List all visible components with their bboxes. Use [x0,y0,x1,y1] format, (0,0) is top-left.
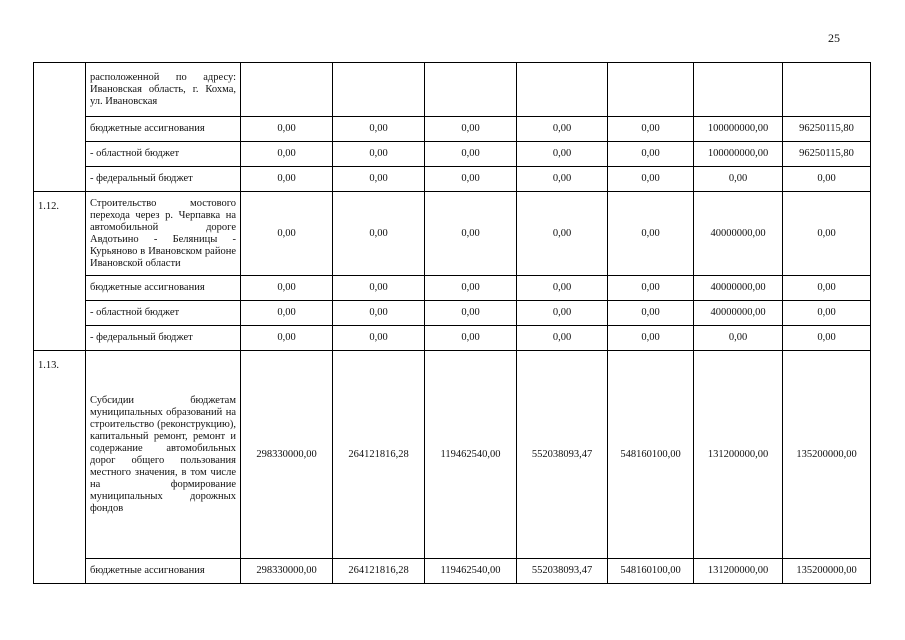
value-cell-col-3: 0,00 [425,117,517,142]
value-cell-col-1: 0,00 [241,301,333,326]
value-cell-col-5: 0,00 [608,117,694,142]
value-cell-col-4: 552038093,47 [517,351,608,559]
row-description-cell: бюджетные ассигнования [86,276,241,301]
value-cell-col-5: 548160100,00 [608,351,694,559]
value-cell-col-5: 548160100,00 [608,559,694,584]
row-description-cell: Субсидии бюджетам муниципальных образований на строительство (реконструкцию), капитальный ремонт, ремонт и содержание автомобильных дорог общего пользования местного значения, в том числе на формирование муниципальных дорожных фондов [86,351,241,559]
row-description-cell: - областной бюджет [86,142,241,167]
value-cell-col-2: 264121816,28 [333,351,425,559]
row-code-cell [34,63,86,192]
value-cell-col-3 [425,63,517,117]
value-cell-col-4: 0,00 [517,326,608,351]
value-cell-col-6: 40000000,00 [694,192,783,276]
table-row [34,117,871,142]
value-cell-col-4: 0,00 [517,167,608,192]
value-cell-col-6: 40000000,00 [694,301,783,326]
table-row [34,192,871,276]
value-cell-col-1: 0,00 [241,326,333,351]
value-cell-col-2: 0,00 [333,301,425,326]
value-cell-col-4: 552038093,47 [517,559,608,584]
value-cell-col-1: 298330000,00 [241,351,333,559]
value-cell-col-2: 0,00 [333,326,425,351]
row-code-cell: 1.12. [34,192,86,351]
value-cell-col-3: 0,00 [425,192,517,276]
value-cell-col-5: 0,00 [608,142,694,167]
value-cell-col-6: 100000000,00 [694,142,783,167]
value-cell-col-6: 40000000,00 [694,276,783,301]
value-cell-col-3: 0,00 [425,326,517,351]
row-description-cell: бюджетные ассигнования [86,559,241,584]
row-description-cell: - областной бюджет [86,301,241,326]
value-cell-col-4: 0,00 [517,301,608,326]
table-row [34,167,871,192]
table-row [34,559,871,584]
value-cell-col-5 [608,63,694,117]
value-cell-col-7: 96250115,80 [783,117,871,142]
value-cell-col-1: 0,00 [241,142,333,167]
value-cell-col-4: 0,00 [517,276,608,301]
value-cell-col-1: 0,00 [241,117,333,142]
value-cell-col-7: 0,00 [783,192,871,276]
row-description-cell: - федеральный бюджет [86,326,241,351]
value-cell-col-6: 131200000,00 [694,351,783,559]
value-cell-col-2: 0,00 [333,142,425,167]
value-cell-col-2: 0,00 [333,192,425,276]
value-cell-col-2: 0,00 [333,276,425,301]
row-description-cell: - федеральный бюджет [86,167,241,192]
value-cell-col-4: 0,00 [517,117,608,142]
value-cell-col-7: 135200000,00 [783,351,871,559]
value-cell-col-4: 0,00 [517,142,608,167]
value-cell-col-6: 0,00 [694,326,783,351]
page-number: 25 [828,31,840,45]
value-cell-col-7: 0,00 [783,301,871,326]
value-cell-col-7 [783,63,871,117]
value-cell-col-2: 0,00 [333,167,425,192]
value-cell-col-6 [694,63,783,117]
value-cell-col-1 [241,63,333,117]
value-cell-col-7: 0,00 [783,167,871,192]
table-row [34,276,871,301]
value-cell-col-7: 96250115,80 [783,142,871,167]
table-row [34,326,871,351]
value-cell-col-1: 298330000,00 [241,559,333,584]
value-cell-col-4 [517,63,608,117]
value-cell-col-3: 0,00 [425,276,517,301]
value-cell-col-7: 0,00 [783,276,871,301]
value-cell-col-5: 0,00 [608,167,694,192]
value-cell-col-2 [333,63,425,117]
value-cell-col-6: 0,00 [694,167,783,192]
value-cell-col-3: 0,00 [425,167,517,192]
value-cell-col-6: 131200000,00 [694,559,783,584]
value-cell-col-6: 100000000,00 [694,117,783,142]
table-row [34,301,871,326]
value-cell-col-3: 0,00 [425,301,517,326]
value-cell-col-5: 0,00 [608,192,694,276]
value-cell-col-3: 119462540,00 [425,559,517,584]
value-cell-col-3: 119462540,00 [425,351,517,559]
value-cell-col-7: 135200000,00 [783,559,871,584]
value-cell-col-7: 0,00 [783,326,871,351]
table-body [34,63,871,584]
value-cell-col-2: 0,00 [333,117,425,142]
value-cell-col-5: 0,00 [608,301,694,326]
row-description-cell: Строительство мостового перехода через р. Черпавка на автомобильной дороге Авдотьино - Беляницы - Курьяново в Ивановском районе Ивановской области [86,192,241,276]
row-code-cell: 1.13. [34,351,86,584]
value-cell-col-1: 0,00 [241,192,333,276]
table-row [34,63,871,117]
value-cell-col-1: 0,00 [241,167,333,192]
value-cell-col-4: 0,00 [517,192,608,276]
row-description-cell: бюджетные ассигнования [86,117,241,142]
row-description-cell: расположенной по адресу: Ивановская область, г. Кохма, ул. Ивановская [86,63,241,117]
table-row [34,351,871,559]
value-cell-col-1: 0,00 [241,276,333,301]
value-cell-col-3: 0,00 [425,142,517,167]
value-cell-col-2: 264121816,28 [333,559,425,584]
value-cell-col-5: 0,00 [608,276,694,301]
table-row [34,142,871,167]
budget-table [33,62,871,584]
value-cell-col-5: 0,00 [608,326,694,351]
